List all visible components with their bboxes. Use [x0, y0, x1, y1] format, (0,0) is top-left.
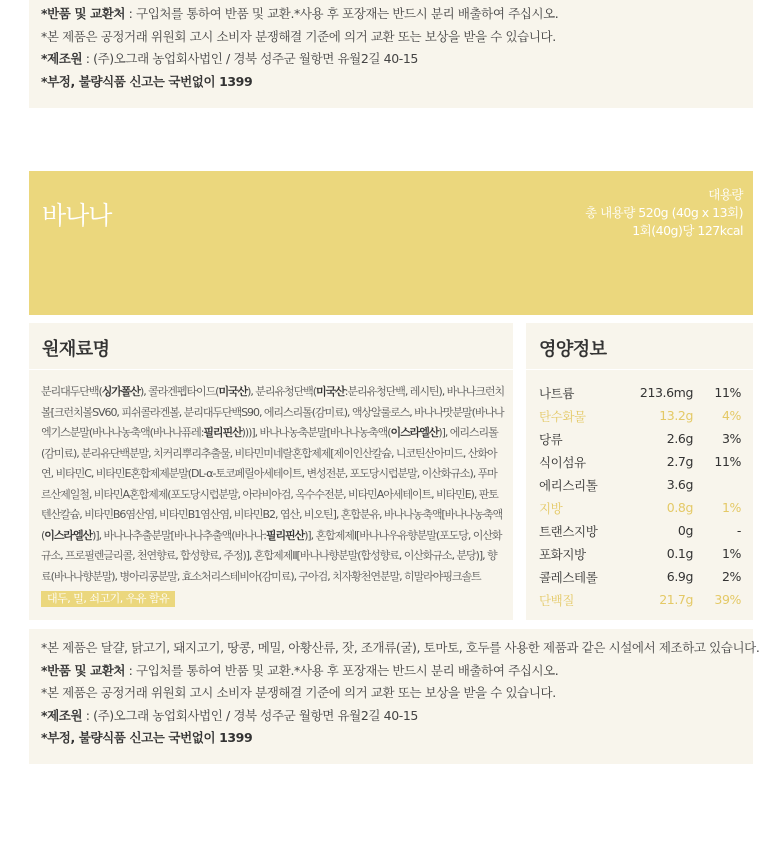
- ingredient-text-segment: )], 바나나추출분말[바나나추출액(바나나:: [92, 528, 266, 542]
- ingredients-panel: [29, 323, 513, 620]
- allergen-badge: 대두, 밀, 쇠고기, 우유 함유: [41, 591, 175, 607]
- product-name: 바나나: [42, 201, 112, 230]
- notice-line: *부정, 불량식품 신고는 국번없이 1399: [41, 730, 253, 745]
- ingredient-text-segment: ), 콜라겐펩타이드(: [140, 385, 219, 398]
- ingredient-text-segment: 분리대두단백(: [41, 385, 102, 398]
- nutrition-title: 영양정보: [539, 339, 607, 360]
- nutrition-row: 에리스리톨 3.6g: [539, 477, 693, 493]
- nutrition-row: 당류 2.6g 3%: [539, 431, 741, 447]
- nutrition-header: [526, 323, 753, 370]
- notice-box-bottom: [29, 629, 760, 764]
- notice-line: *제조원 : (주)오그래 농업회사법인 / 경북 성주군 월항면 유월2길 40-15: [41, 51, 418, 66]
- nutrition-row: 콜레스테롤 6.9g 2%: [539, 569, 741, 585]
- nutrition-row: 식이섬유 2.7g 11%: [539, 454, 741, 470]
- ingredient-text-segment: :분리유청단백, 레시틴), 바나나크런치볼[크런치볼SV60, 피쉬콜라겐볼, 분리대두단백S90, 에리스리톨(감미료), 액상알룰로스, 바나나맛분말(바나나엑기스분말(바나나농축액(바나나퓨레:: [41, 385, 505, 439]
- origin-highlight: 이스라엘산: [390, 426, 439, 439]
- origin-highlight: 이스라엘산: [44, 528, 93, 542]
- origin-highlight: 미국산: [218, 385, 248, 398]
- origin-highlight: 필리핀산: [265, 528, 305, 542]
- origin-highlight: 싱가폴산: [101, 385, 141, 398]
- nutrition-row: 지방 0.8g 1%: [539, 500, 741, 516]
- nutrition-row: 탄수화물 13.2g 4%: [539, 408, 741, 424]
- origin-highlight: 미국산: [316, 385, 345, 398]
- product-banner: [29, 171, 753, 315]
- ingredient-text-segment: ), 분리유청단백(: [247, 385, 317, 398]
- ingredients-header: [29, 323, 513, 370]
- notice-line: *본 제품은 공정거래 위원회 고시 소비자 분쟁해결 기준에 의거 교환 또는 보상을 받을 수 있습니다.: [41, 685, 556, 700]
- notice-line: *부정, 불량식품 신고는 국번없이 1399: [41, 73, 253, 89]
- capacity-info: [585, 186, 743, 240]
- ingredients-text: [29, 370, 513, 587]
- nutrition-row: 포화지방 0.1g 1%: [539, 546, 741, 562]
- per-serving-kcal: 1회(40g)당 127kcal: [632, 223, 743, 238]
- origin-highlight: 필리핀산: [203, 426, 242, 439]
- ingredient-text-segment: )))], 바나나농축분말[바나나농축액(: [241, 426, 391, 439]
- ingredients-title: 원재료명: [42, 339, 110, 360]
- notice-line: *반품 및 교환처 : 구입처를 통하여 반품 및 교환.*사용 후 포장재는 반드시 분리 배출하여 주십시오.: [41, 6, 559, 21]
- notice-box-top: [29, 0, 753, 108]
- ingredient-text-segment: )], 혼합제제Ⅰ[바나나우유향분말(포도당, 이산화규소, 프로필렌글리콜, 천연향료, 합성향료, 주정)], 혼합제제Ⅱ[바나나향분말(합성향료, 이산화규소, 분당)], 향료(바나나향분말), 병아리콩분말, 효소처리스테비아(감미료), 구아검, 치자황천연분말, 히말라야핑크솔트: [41, 528, 502, 583]
- ingredient-text-segment: )], 에리스리톨(감미료), 분리유단백분말, 치커리뿌리추출물, 비타민미네랄혼합제제[제이인산칼슘, 니코틴산아미드, 산화아연, 비타민C, 비타민E혼합제제분말(DL-α-토코페릴아세테이트, 변성전분, 포도당시럽분말, 이산화규소), 푸마르산제일철, 비타민A혼합제제(포도당시럽분말, 아라비아검, 옥수수전분, 비타민A아세테이트, 비타민E), 판토텐산칼슘, 비타민B6염산염, 비타민B1염산염, 비타민B2, 엽산, 비오틴], 혼합분유, 바나나농축액[바나나농축액(: [41, 426, 503, 542]
- nutrition-row: 단백질 21.7g 39%: [539, 592, 741, 608]
- capacity-label: 대용량: [708, 187, 743, 202]
- notice-line: *본 제품은 공정거래 위원회 고시 소비자 분쟁해결 기준에 의거 교환 또는 보상을 받을 수 있습니다.: [41, 28, 556, 44]
- nutrition-row: 나트륨 213.6mg 11%: [539, 385, 741, 401]
- total-volume: 총 내용량 520g (40g x 13회): [585, 205, 743, 220]
- nutrition-row: 트랜스지방 0g -: [539, 523, 741, 539]
- notice-line: *반품 및 교환처 : 구입처를 통하여 반품 및 교환.*사용 후 포장재는 반드시 분리 배출하여 주십시오.: [41, 662, 559, 678]
- notice-line: *제조원 : (주)오그래 농업회사법인 / 경북 성주군 월항면 유월2길 40-15: [41, 707, 418, 723]
- nutrition-table: [526, 370, 753, 611]
- notice-line: *본 제품은 달걀, 닭고기, 돼지고기, 땅콩, 메밀, 아황산류, 잣, 조개류(굴), 토마토, 호두를 사용한 제품과 같은 시설에서 제조하고 있습니다.: [41, 640, 760, 655]
- nutrition-panel: [526, 323, 753, 620]
